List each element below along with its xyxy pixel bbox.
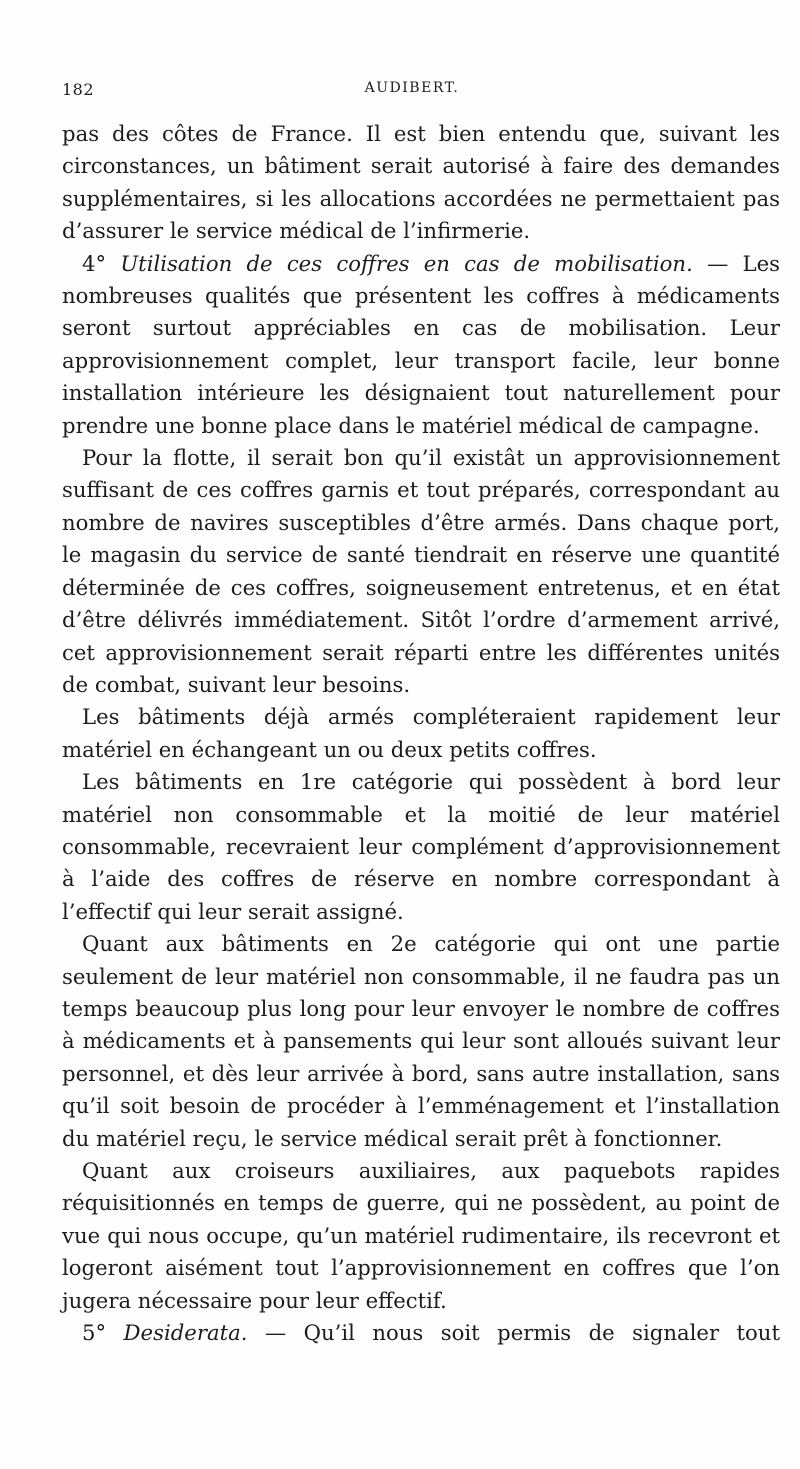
section-text: — Les nombreuses qualités que présentent les coffres à médicaments seront surtout appréciables en cas de mobilisation. Leur approvisionnement complet, leur transport facile, leur bonne installation intérieure les désignaient tout naturellement pour prendre une bonne place dans le matériel médical de campagne. [62,250,780,438]
paragraph-3: Pour la flotte, il serait bon qu’il existât un approvisionnement suffisant de ces coffres garnis et tout préparés, correspondant au nombre de navires susceptibles d’être armés. Dans chaque port, le magasin du service de santé tiendrait en réserve une quantité déterminée de ces coffres, soigneusement entretenus, et en état d’être délivrés immédiatement. Sitôt l’ordre d’armement arrivé, cet approvisionnement serait réparti entre les différentes unités de combat, suivant leur besoins. [62,445,780,697]
section-heading: Desiderata. [123,1320,248,1346]
section-number: 4° [82,250,107,276]
paragraph-7: Quant aux croiseurs auxiliaires, aux paquebots rapides réquisitionnés en temps de guerre, qui ne possèdent, au point de vue qui nous occupe, qu’un matériel rudimentaire, ils recevront et logeront aisément tout l’approvisionnement en coffres que l’on jugera nécessaire pour leur effectif. [62,1158,780,1313]
section-text: — Qu’il nous soit permis de signaler tout [264,1320,780,1346]
paragraph-5: Les bâtiments en 1re catégorie qui possèdent à bord leur matériel non consommable et la moitié de leur matériel consommable, recevraient leur complément d’approvisionnement à l’aide des coffres de réserve en nombre correspondant à l’effectif qui leur serait assigné. [62,769,780,924]
page-number: 182 [62,80,95,99]
body-text [62,118,780,1349]
running-title: AUDIBERT. [364,80,460,96]
section-number: 5° [82,1320,107,1346]
running-head [62,80,762,104]
paragraph-2 [62,248,780,442]
section-heading: Utilisation de ces coffres en cas de mobilisation. [120,250,693,276]
paragraph-1: pas des côtes de France. Il est bien entendu que, suivant les circonstances, un bâtiment serait autorisé à faire des demandes supplémentaires, si les allocations accordées ne permettaient pas d’assurer le service médical de l’infirmerie. [62,121,780,244]
paragraph-8 [62,1317,780,1349]
paragraph-4: Les bâtiments déjà armés compléteraient rapidement leur matériel en échangeant un ou deux petits coffres. [62,704,780,762]
paragraph-6: Quant aux bâtiments en 2e catégorie qui ont une partie seulement de leur matériel non consommable, il ne faudra pas un temps beaucoup plus long pour leur envoyer le nombre de coffres à médicaments et à pansements qui leur sont alloués suivant leur personnel, et dès leur arrivée à bord, sans autre installation, sans qu’il soit besoin de procéder à l’emménagement et l’installation du matériel reçu, le service médical serait prêt à fonctionner. [62,931,780,1151]
